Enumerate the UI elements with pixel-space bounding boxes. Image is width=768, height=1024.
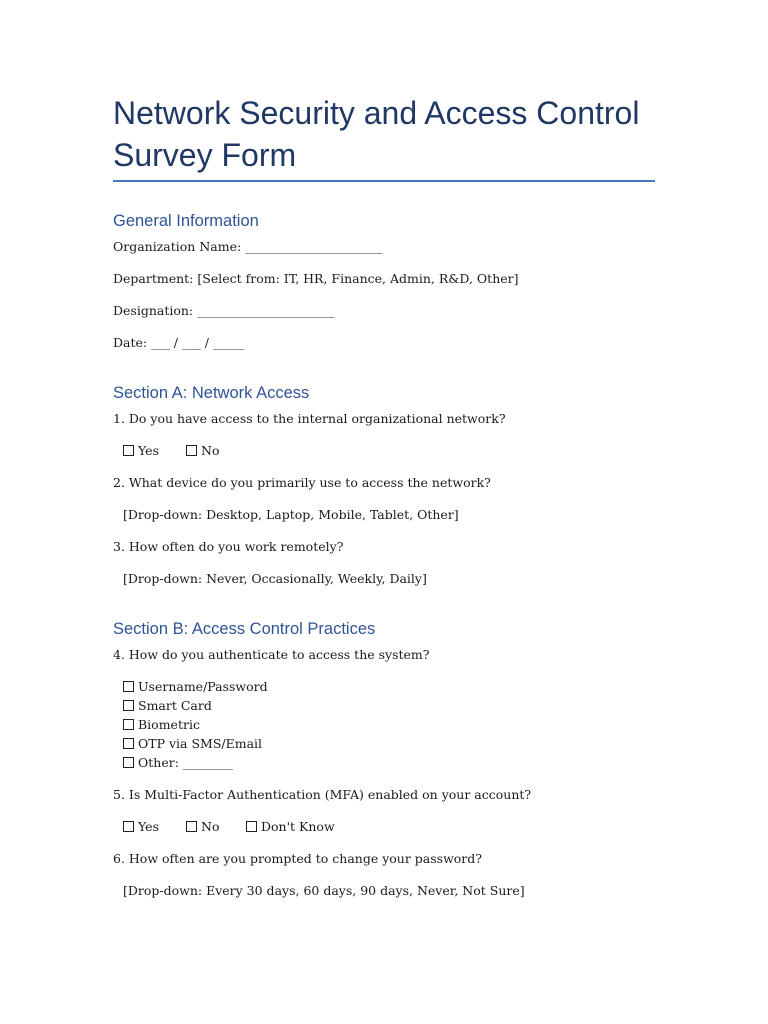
q4-option-username-password[interactable]: Username/Password [123, 679, 268, 694]
designation-field[interactable]: Designation: ______________________ [113, 303, 335, 318]
q4-option-other[interactable]: Other: ________ [123, 755, 233, 770]
title-divider [113, 180, 655, 182]
q6-dropdown[interactable]: [Drop-down: Every 30 days, 60 days, 90 days, Never, Not Sure] [123, 883, 525, 898]
checkbox-icon[interactable] [123, 681, 134, 692]
q5-option-no[interactable]: No [186, 819, 219, 834]
section-b-heading: Section B: Access Control Practices [113, 620, 376, 638]
checkbox-icon[interactable] [123, 821, 134, 832]
q3-dropdown[interactable]: [Drop-down: Never, Occasionally, Weekly, Daily] [123, 571, 427, 586]
question-3: 3. How often do you work remotely? [113, 539, 344, 554]
section-a-heading: Section A: Network Access [113, 384, 310, 402]
general-information-heading: General Information [113, 212, 259, 230]
checkbox-icon[interactable] [123, 738, 134, 749]
checkbox-icon[interactable] [246, 821, 257, 832]
q5-option-yes[interactable]: Yes [123, 819, 159, 834]
checkbox-icon[interactable] [123, 757, 134, 768]
question-2: 2. What device do you primarily use to access the network? [113, 475, 491, 490]
question-5: 5. Is Multi-Factor Authentication (MFA) enabled on your account? [113, 787, 532, 802]
organization-name-field[interactable]: Organization Name: ______________________ [113, 239, 383, 254]
q2-dropdown[interactable]: [Drop-down: Desktop, Laptop, Mobile, Tablet, Other] [123, 507, 459, 522]
question-6: 6. How often are you prompted to change your password? [113, 851, 482, 866]
checkbox-icon[interactable] [186, 445, 197, 456]
checkbox-icon[interactable] [123, 445, 134, 456]
checkbox-icon[interactable] [123, 700, 134, 711]
question-4: 4. How do you authenticate to access the system? [113, 647, 430, 662]
q4-option-biometric[interactable]: Biometric [123, 717, 200, 732]
q4-option-smart-card[interactable]: Smart Card [123, 698, 212, 713]
checkbox-icon[interactable] [186, 821, 197, 832]
page-title: Network Security and Access Control Survey Form [113, 95, 640, 173]
checkbox-icon[interactable] [123, 719, 134, 730]
question-1: 1. Do you have access to the internal organizational network? [113, 411, 506, 426]
q4-option-otp[interactable]: OTP via SMS/Email [123, 736, 262, 751]
q5-option-dont-know[interactable]: Don't Know [246, 819, 335, 834]
q1-option-yes[interactable]: Yes [123, 443, 159, 458]
department-field[interactable]: Department: [Select from: IT, HR, Finance, Admin, R&D, Other] [113, 271, 519, 286]
date-field[interactable]: Date: ___ / ___ / _____ [113, 335, 245, 350]
q1-option-no[interactable]: No [186, 443, 219, 458]
